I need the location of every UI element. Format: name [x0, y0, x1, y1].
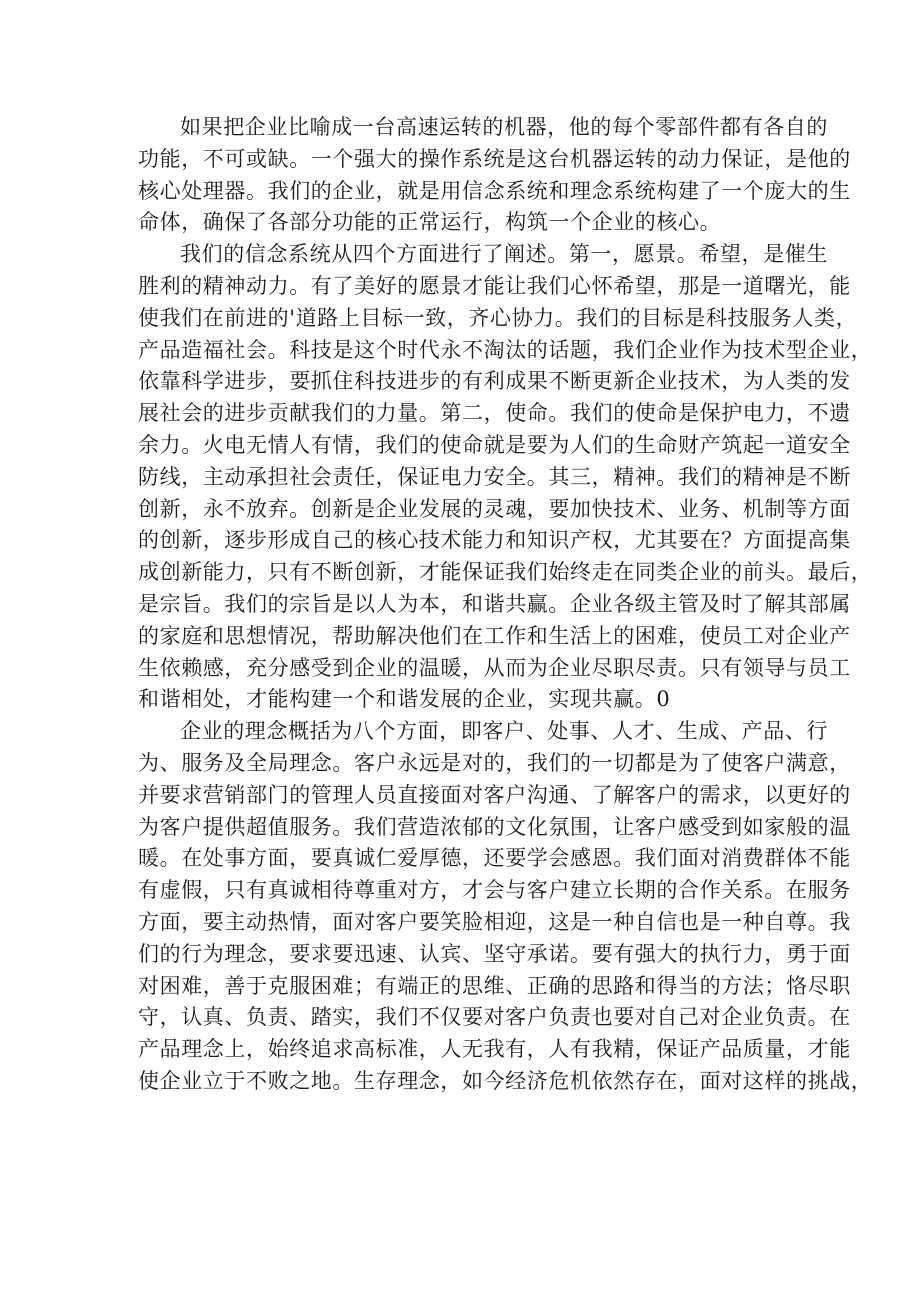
text-line: 如果把企业比喻成一台高速运转的机器，他的每个零部件都有各自的 — [180, 115, 828, 139]
text-line: 创新，永不放弃。创新是企业发展的灵魂，要加快技术、业务、机制等方面 — [138, 496, 851, 521]
text-line: 守，认真、负责、踏实，我们不仅要对客户负责也要对自己对企业负责。在 — [138, 1005, 851, 1030]
text-line: 生依赖感，充分感受到企业的温暖，从而为企业尽职尽责。只有领导与员工 — [138, 655, 851, 680]
text-line: 的创新，逐步形成自己的核心技术能力和知识产权，尤其要在？方面提高集 — [138, 528, 851, 553]
text-line: 命体，确保了各部分功能的正常运行，构筑一个企业的核心。 — [138, 210, 722, 235]
document-body — [138, 112, 873, 1098]
text-line: 功能，不可或缺。一个强大的操作系统是这台机器运转的动力保证，是他的 — [138, 146, 851, 171]
text-line: 核心处理器。我们的企业，就是用信念系统和理念系统构建了一个庞大的生 — [138, 178, 851, 203]
text-line: 产品造福社会。科技是这个时代永不淘汰的话题，我们企业作为技术型企业， — [138, 337, 873, 362]
text-line: 的家庭和思想情况，帮助解决他们在工作和生活上的困难，使员工对企业产 — [138, 623, 851, 648]
paragraph-intro — [138, 112, 851, 239]
text-line: 我们的信念系统从四个方面进行了阐述。第一，愿景。希望，是催生 — [180, 242, 828, 267]
text-line: 使我们在前进的'道路上目标一致，齐心协力。我们的目标是科技服务人类， — [138, 305, 858, 330]
text-line: 使企业立于不败之地。生存理念，如今经济危机依然存在，面对这样的挑战， — [138, 1068, 873, 1093]
text-line: 为、服务及全局理念。客户永远是对的，我们的一切都是为了使客户满意， — [138, 750, 851, 775]
text-line: 对困难，善于克服困难；有端正的思维、正确的思路和得当的方法；恪尽职 — [138, 973, 851, 998]
text-line: 余力。火电无情人有情，我们的使命就是要为人们的生命财产筑起一道安全 — [138, 432, 851, 457]
text-line: 并要求营销部门的管理人员直接面对客户沟通、了解客户的需求，以更好的 — [138, 782, 851, 807]
text-line: 防线，主动承担社会责任，保证电力安全。其三，精神。我们的精神是不断 — [138, 464, 851, 489]
text-line: 产品理念上，始终追求高标准，人无我有，人有我精，保证产品质量，才能 — [138, 1037, 851, 1062]
text-line: 企业的理念概括为八个方面，即客户、处事、人才、生成、产品、行 — [180, 719, 828, 744]
text-line: 是宗旨。我们的宗旨是以人为本，和谐共赢。企业各级主管及时了解其部属 — [138, 591, 851, 616]
text-line: 们的行为理念，要求要迅速、认宾、坚守承诺。要有强大的执行力，勇于面 — [138, 941, 851, 966]
text-line: 依靠科学进步，要抓住科技进步的有利成果不断更新企业技术，为人类的发 — [138, 369, 851, 394]
text-line: 暖。在处事方面，要真诚仁爱厚德，还要学会感恩。我们面对消费群体不能 — [138, 846, 851, 871]
text-line: 和谐相处，才能构建一个和谐发展的企业，实现共赢。0 — [138, 687, 671, 712]
paragraph-belief-system — [138, 239, 873, 716]
text-line: 展社会的进步贡献我们的力量。第二，使命。我们的使命是保护电力，不遗 — [138, 401, 851, 426]
text-line: 方面，要主动热情，面对客户要笑脸相迎，这是一种自信也是一种自尊。我 — [138, 909, 851, 934]
text-line: 成创新能力，只有不断创新，才能保证我们始终走在同类企业的前头。最后， — [138, 560, 873, 585]
paragraph-concept-system — [138, 716, 873, 1098]
text-line: 胜利的精神动力。有了美好的愿景才能让我们心怀希望，那是一道曙光，能 — [138, 273, 851, 298]
text-line: 为客户提供超值服务。我们营造浓郁的文化氛围，让客户感受到如家般的温 — [138, 814, 851, 839]
text-line: 有虚假，只有真诚相待尊重对方，才会与客户建立长期的合作关系。在服务 — [138, 878, 851, 903]
